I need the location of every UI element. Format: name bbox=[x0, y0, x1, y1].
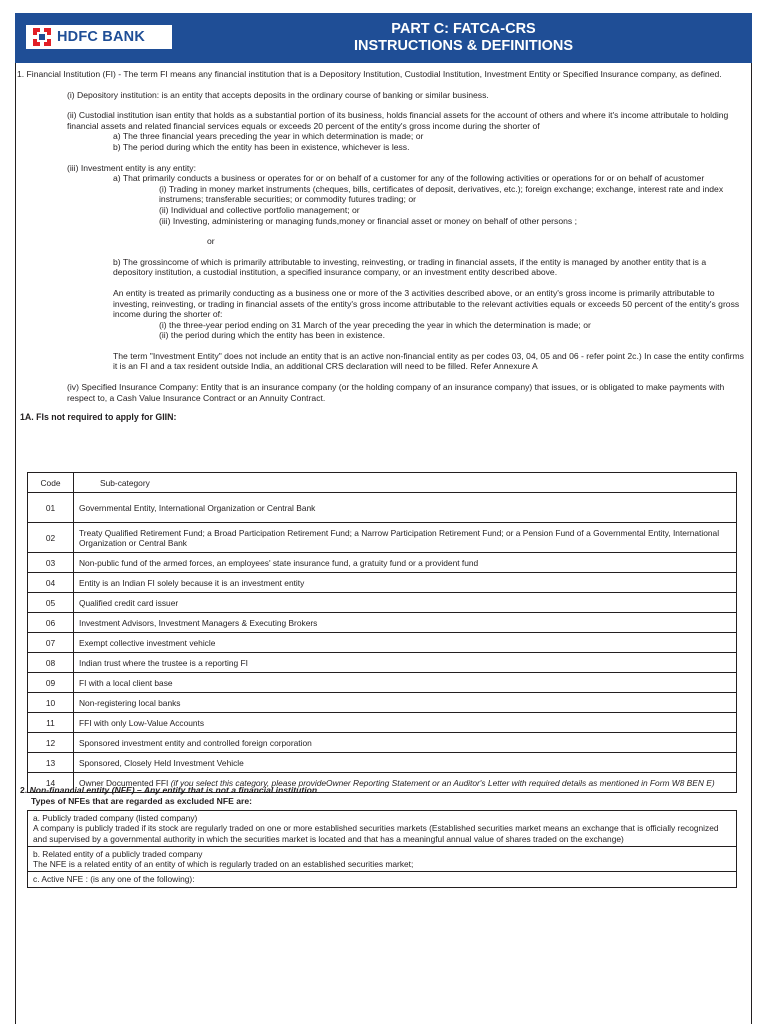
nfe-definition: Non-financial entity (NFE) – Any entity that is not a financial institution bbox=[29, 785, 318, 795]
row-code: 06 bbox=[28, 613, 74, 633]
depository-definition: (i) Depository institution: is an entity that accepts deposits in the ordinary course of banking or similar business. bbox=[67, 89, 489, 100]
treated-i: (i) the three-year period ending on 31 March of the year preceding the year in which the determination is made; or bbox=[159, 319, 591, 330]
investment-definition: (iii) Investment entity is any entity: bbox=[67, 162, 196, 173]
table-row bbox=[28, 523, 737, 553]
nfe-c-title: c. Active NFE : (is any one of the following): bbox=[33, 874, 195, 885]
row-code: 12 bbox=[28, 733, 74, 753]
table-row bbox=[28, 493, 737, 523]
section-1a-heading: 1A. FIs not required to apply for GIIN: bbox=[20, 412, 177, 423]
page-header bbox=[15, 13, 752, 63]
treated-ii: (ii) the period during which the entity has been in existence. bbox=[159, 330, 385, 341]
row-text: Non-public fund of the armed forces, an employees' state insurance fund, a gratuity fund or a provident fund bbox=[74, 553, 737, 573]
investment-entity-term: The term "Investment Entity" does not include an entity that is an active non-financial entity as per codes 03, 04, 05 and 06 - refer point 2c.) In case the entity confirms it is an FI and a tax resident outside India, an additional CRS declaration will need to be filled. Refer Annexure A bbox=[113, 350, 744, 372]
hdfc-bank-logo bbox=[25, 24, 173, 50]
table-row bbox=[28, 753, 737, 773]
row-code: 14 bbox=[28, 773, 74, 793]
treated-paragraph: An entity is treated as primarily conducting as a business one or more of the 3 activities described above, or an entity's gross income is primarily attributable to investing, reinvesting, or trading in financial assets of the entity's gross income attributable to the relevant activities equals or exceeds 50 percent of the entity's gross income during the shorter of: bbox=[113, 287, 740, 320]
row-text: Qualified credit card issuer bbox=[74, 593, 737, 613]
row-text: Governmental Entity, International Organization or Central Bank bbox=[74, 493, 737, 523]
nfe-types-table bbox=[27, 810, 737, 888]
table-row bbox=[28, 693, 737, 713]
col-sub-header: Sub-category bbox=[74, 473, 737, 493]
row-code: 09 bbox=[28, 673, 74, 693]
section-2-number: 2. bbox=[20, 785, 28, 795]
row-note: (if you select this category, please provideOwner Reporting Statement or an Auditor's Letter with required details as mentioned in Form W8 BEN E) bbox=[170, 777, 715, 788]
nfe-b-title: b. Related entity of a publicly traded company bbox=[33, 848, 203, 859]
table-header-row bbox=[28, 473, 737, 493]
nfe-a-cell bbox=[28, 811, 737, 847]
row-code: 02 bbox=[28, 523, 74, 553]
table-row bbox=[28, 593, 737, 613]
nfe-row-a bbox=[28, 811, 737, 847]
investment-a-iii: (iii) Investing, administering or managing funds,money or financial asset or money on behalf of other persons ; bbox=[159, 215, 577, 226]
nfe-a-title: a. Publicly traded company (listed company) bbox=[33, 813, 198, 823]
title-line-1: PART C: FATCA-CRS bbox=[391, 21, 536, 37]
custodial-b: b) The period during which the entity has been in existence, whichever is less. bbox=[113, 141, 410, 152]
section-2-heading bbox=[20, 785, 317, 806]
table-row bbox=[28, 673, 737, 693]
row-text: Indian trust where the trustee is a reporting FI bbox=[74, 653, 737, 673]
table-row bbox=[28, 613, 737, 633]
col-code-header: Code bbox=[28, 473, 74, 493]
row-code: 04 bbox=[28, 573, 74, 593]
row-code: 07 bbox=[28, 633, 74, 653]
row-text: Owner Documented FFI (if you select this category, please provideOwner Reporting Statement or an Auditor's Letter with required details as mentioned in Form W8 BEN E) bbox=[74, 773, 737, 793]
row-text: FFI with only Low-Value Accounts bbox=[74, 713, 737, 733]
row-code: 10 bbox=[28, 693, 74, 713]
row-code: 13 bbox=[28, 753, 74, 773]
nfe-b-cell bbox=[28, 846, 737, 872]
row-text: Treaty Qualified Retirement Fund; a Broad Participation Retirement Fund; a Narrow Participation Retirement Fund; or a Pension Fund of a Governmental Entity, International Organization or Central Bank bbox=[74, 523, 737, 553]
table-row bbox=[28, 653, 737, 673]
row-text: Sponsored, Closely Held Investment Vehicle bbox=[74, 753, 737, 773]
investment-b: b) The grossincome of which is primarily attributable to investing, reinvesting, or trading in financial assets, if the entity is managed by another entity that is a depository institution, a custodial institution, a specified insurance company, or an investment entity described above. bbox=[113, 256, 707, 278]
insurance-definition: (iv) Specified Insurance Company: Entity that is an insurance company (or the holding company of an insurance company) that issues, or is obligated to make payments with respect to, a Cash Value Insurance Contract or an Annuity Contract. bbox=[67, 382, 725, 403]
row-text: Non-registering local banks bbox=[74, 693, 737, 713]
page-title bbox=[175, 21, 752, 55]
row-text: Exempt collective investment vehicle bbox=[74, 633, 737, 653]
row-code: 08 bbox=[28, 653, 74, 673]
nfe-b-text: The NFE is a related entity of an entity of which is regularly traded on an established securities market; bbox=[33, 859, 414, 870]
table-row bbox=[28, 573, 737, 593]
custodial-definition: (ii) Custodial institution isan entity that holds as a substantial portion of its business, holds financial assets for the account of others and where it's income attributale to holding financial assets and related financial services equals or exceeds 20 percent of the entity's gross income during the shorter of bbox=[67, 110, 729, 131]
nfe-c-cell bbox=[28, 872, 737, 887]
nfe-row-b bbox=[28, 846, 737, 872]
row-text: Entity is an Indian FI solely because it is an investment entity bbox=[74, 573, 737, 593]
row-code: 11 bbox=[28, 713, 74, 733]
investment-a-i: (i) Trading in money market instruments (cheques, bills, certificates of deposit, derivatives, etc.); foreign exchange; exchange, interest rate and index instrumens; transferable securities; or commodity futures trading; or bbox=[159, 183, 724, 205]
title-line-2: INSTRUCTIONS & DEFINITIONS bbox=[353, 38, 574, 54]
table-row bbox=[28, 713, 737, 733]
logo-text: HDFC BANK bbox=[57, 29, 145, 45]
table-row bbox=[28, 553, 737, 573]
row-code: 01 bbox=[28, 493, 74, 523]
row-code: 03 bbox=[28, 553, 74, 573]
investment-a: a) That primarily conducts a business or operates for or on behalf of a customer for any of the following activities or operations for or on behalf of acustomer bbox=[113, 173, 705, 184]
section-1-definitions bbox=[17, 69, 747, 423]
table-row bbox=[28, 733, 737, 753]
row-text: Sponsored investment entity and controlled foreign corporation bbox=[74, 733, 737, 753]
fi-code-table bbox=[27, 472, 737, 793]
investment-a-ii: (ii) Individual and collective portfolio management; or bbox=[159, 204, 360, 215]
fi-definition: 1. Financial Institution (FI) - The term FI means any financial institution that is a Depository Institution, Custodial Institution, Investment Entity or Specified Insurance company, as defined. bbox=[17, 69, 722, 79]
hdfc-logo-icon bbox=[33, 28, 51, 46]
row-text: FI with a local client base bbox=[74, 673, 737, 693]
nfe-row-c bbox=[28, 872, 737, 887]
nfe-subheading: Types of NFEs that are regarded as excluded NFE are: bbox=[31, 795, 252, 806]
row-text: Investment Advisors, Investment Managers & Executing Brokers bbox=[74, 613, 737, 633]
table-row bbox=[28, 633, 737, 653]
row-code: 05 bbox=[28, 593, 74, 613]
custodial-a: a) The three financial years preceding the year in which determination is made; or bbox=[113, 131, 424, 142]
or-separator: or bbox=[207, 236, 215, 247]
nfe-a-text: A company is publicly traded if its stock are regularly traded on one or more established securities markets (Established securities market means an exchange that is officially recognized and supervised by a governmental authority in which the securities market is located and that has a meaningful annual value of shares traded on the exchange) bbox=[33, 823, 719, 844]
